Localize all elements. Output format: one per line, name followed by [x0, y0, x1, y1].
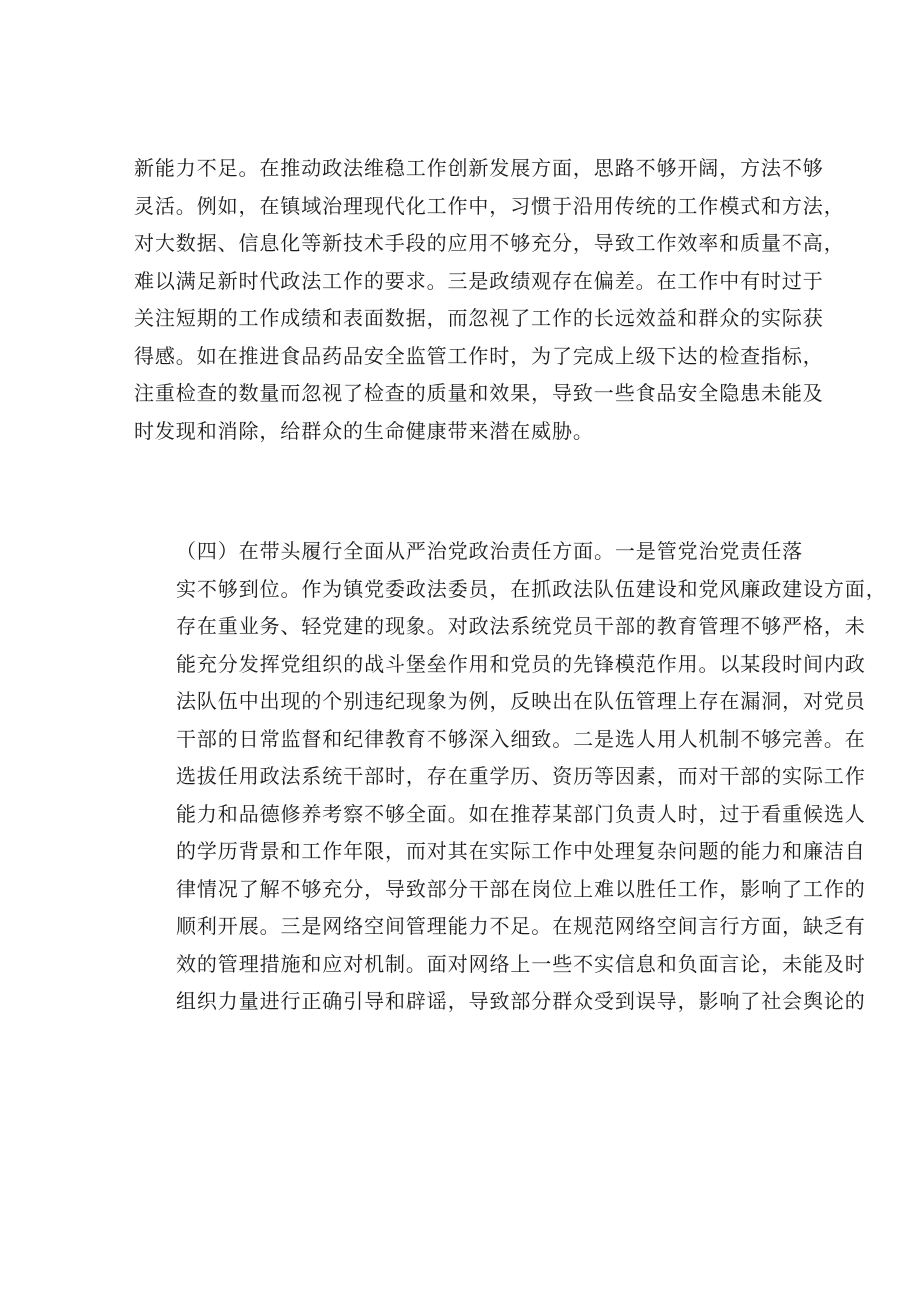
paragraph-line: 时发现和消除，给群众的生命健康带来潜在威胁。: [134, 418, 594, 443]
paragraph-line: 能充分发挥党组织的战斗堡垒作用和党员的先锋模范作用。以某段时间内政: [176, 651, 866, 676]
paragraph-line: 难以满足新时代政法工作的要求。三是政绩观存在偏差。在工作中有时过于: [134, 268, 824, 293]
paragraph-line: 顺利开展。三是网络空间管理能力不足。在规范网络空间言行方面，缺乏有: [176, 914, 866, 938]
paragraph-line: 关注短期的工作成绩和表面数据，而忽视了工作的长远效益和群众的实际获: [134, 306, 824, 330]
paragraph-line: 法队伍中出现的个别违纪现象为例，反映出在队伍管理上存在漏洞，对党员: [176, 689, 866, 713]
paragraph-line: 选拔任用政法系统干部时，存在重学历、资历等因素，而对干部的实际工作: [176, 764, 866, 788]
paragraph-line: 效的管理措施和应对机制。面对网络上一些不实信息和负面言论，未能及时: [176, 951, 866, 976]
paragraph-line: 能力和品德修养考察不够全面。如在推荐某部门负责人时，过于看重候选人: [176, 801, 866, 826]
paragraph-1: [134, 150, 845, 450]
paragraph-line: 对大数据、信息化等新技术手段的应用不够充分，导致工作效率和质量不高，: [134, 231, 845, 255]
paragraph-line: 得感。如在推进食品药品安全监管工作时，为了完成上级下达的检查指标，: [134, 343, 824, 368]
paragraph-line: 注重检查的数量而忽视了检查的质量和效果，导致一些食品安全隐患未能及: [134, 381, 824, 405]
paragraph-2: [134, 533, 887, 1021]
paragraph-line: （四）在带头履行全面从严治党政治责任方面。一是管党治党责任落: [176, 539, 803, 563]
paragraph-line: 律情况了解不够充分，导致部分干部在岗位上难以胜任工作，影响了工作的: [176, 876, 866, 901]
paragraph-line: 组织力量进行正确引导和辟谣，导致部分群众受到误导，影响了社会舆论的: [176, 989, 866, 1013]
paragraph-line: 干部的日常监督和纪律教育不够深入细致。二是选人用人机制不够完善。在: [176, 726, 866, 751]
paragraph-line: 灵活。例如，在镇域治理现代化工作中，习惯于沿用传统的工作模式和方法，: [134, 193, 845, 218]
paragraph-line: 的学历背景和工作年限，而对其在实际工作中处理复杂问题的能力和廉洁自: [176, 839, 866, 863]
paragraph-line: 实不够到位。作为镇党委政法委员，在抓政法队伍建设和党风廉政建设方面，: [176, 576, 887, 601]
paragraph-line: 存在重业务、轻党建的现象。对政法系统党员干部的教育管理不够严格，未: [176, 614, 866, 638]
paragraph-line: 新能力不足。在推动政法维稳工作创新发展方面，思路不够开阔，方法不够: [134, 156, 824, 180]
